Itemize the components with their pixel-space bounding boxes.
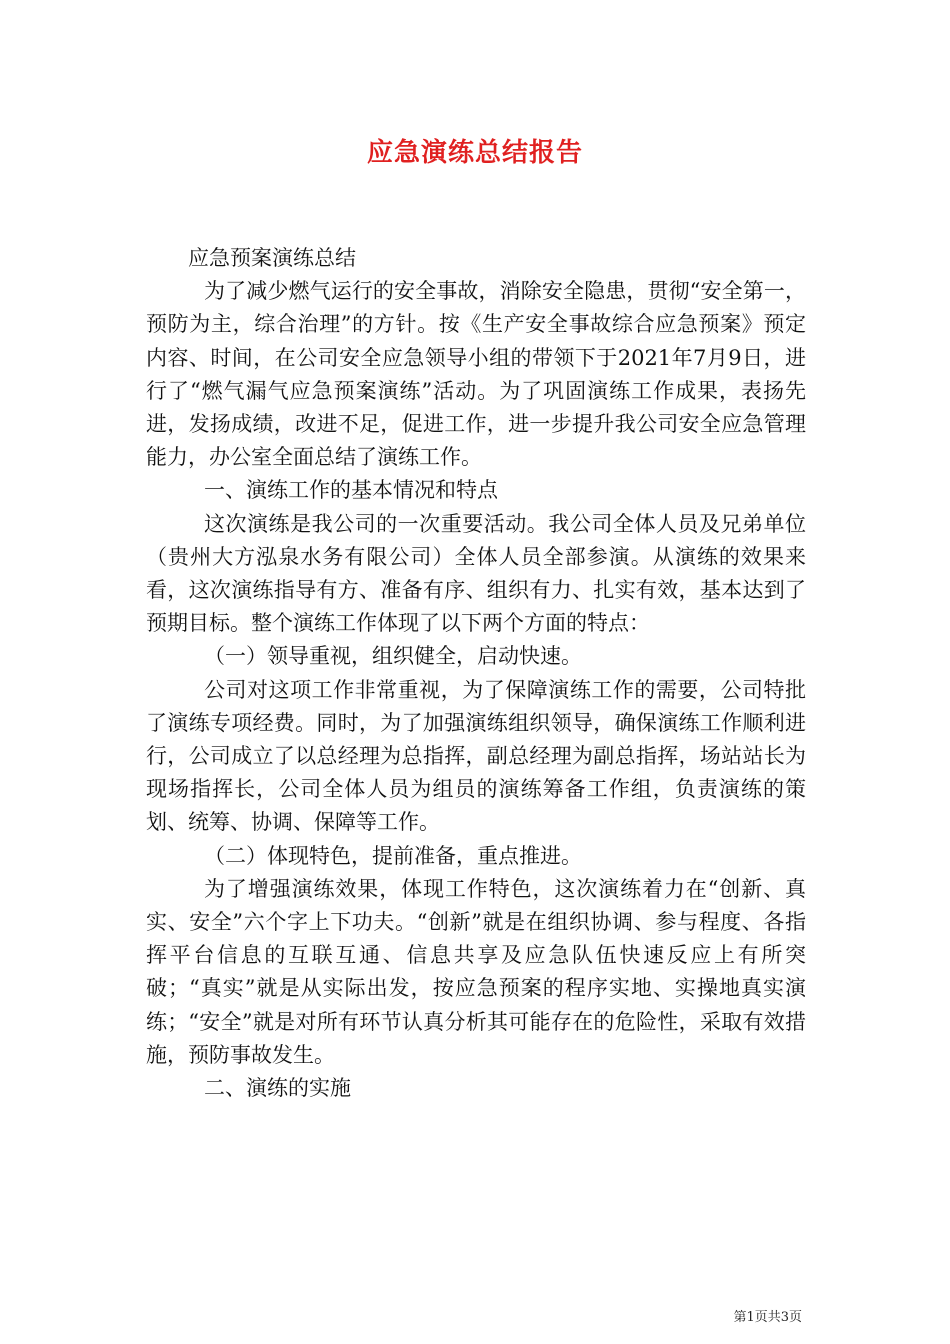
subsection-1-paragraph: 公司对这项工作非常重视，为了保障演练工作的需要，公司特批了演练专项经费。同时，为了加强演练组织领导，确保演练工作顺利进行，公司成立了以总经理为总指挥，副总经理为副总指挥，场站站长为现场指挥长，公司全体人员为组员的演练筹备工作组，负责演练的策划、统筹、协调、保障等工作。 bbox=[146, 677, 806, 835]
subtitle-paragraph: 应急预案演练总结 bbox=[188, 246, 356, 270]
page-number: 第1页共3页 bbox=[733, 1310, 802, 1325]
section-heading-1: 一、演练工作的基本情况和特点 bbox=[204, 478, 498, 503]
document-body bbox=[146, 242, 806, 1105]
subsection-heading-1: （一）领导重视，组织健全，启动快速。 bbox=[204, 644, 582, 669]
subsection-heading-2: （二）体现特色，提前准备，重点推进。 bbox=[204, 843, 582, 868]
section-1-paragraph: 这次演练是我公司的一次重要活动。我公司全体人员及兄弟单位（贵州大方泓泉水务有限公司）全体人员全部参演。从演练的效果来看，这次演练指导有方、准备有序、组织有力、扎实有效，基本达到了预期目标。整个演练工作体现了以下两个方面的特点： bbox=[146, 511, 806, 636]
document-title: 应急演练总结报告 bbox=[366, 138, 583, 168]
section-heading-2: 二、演练的实施 bbox=[204, 1076, 351, 1101]
subsection-2-paragraph: 为了增强演练效果，体现工作特色，这次演练着力在“创新、真实、安全”六个字上下功夫。“创新”就是在组织协调、参与程度、各指挥平台信息的互联互通、信息共享及应急队伍快速反应上有所突破；“真实”就是从实际出发，按应急预案的程序实地、实操地真实演练；“安全”就是对所有环节认真分析其可能存在的危险性，采取有效措施，预防事故发生。 bbox=[146, 876, 806, 1067]
intro-paragraph: 为了减少燃气运行的安全事故，消除安全隐患，贯彻“安全第一，预防为主，综合治理”的方针。按《生产安全事故综合应急预案》预定内容、时间，在公司安全应急领导小组的带领下于2021年7月9日，进行了“燃气漏气应急预案演练”活动。为了巩固演练工作成果，表扬先进，发扬成绩，改进不足，促进工作，进一步提升我公司安全应急管理能力，办公室全面总结了演练工作。 bbox=[146, 279, 806, 470]
